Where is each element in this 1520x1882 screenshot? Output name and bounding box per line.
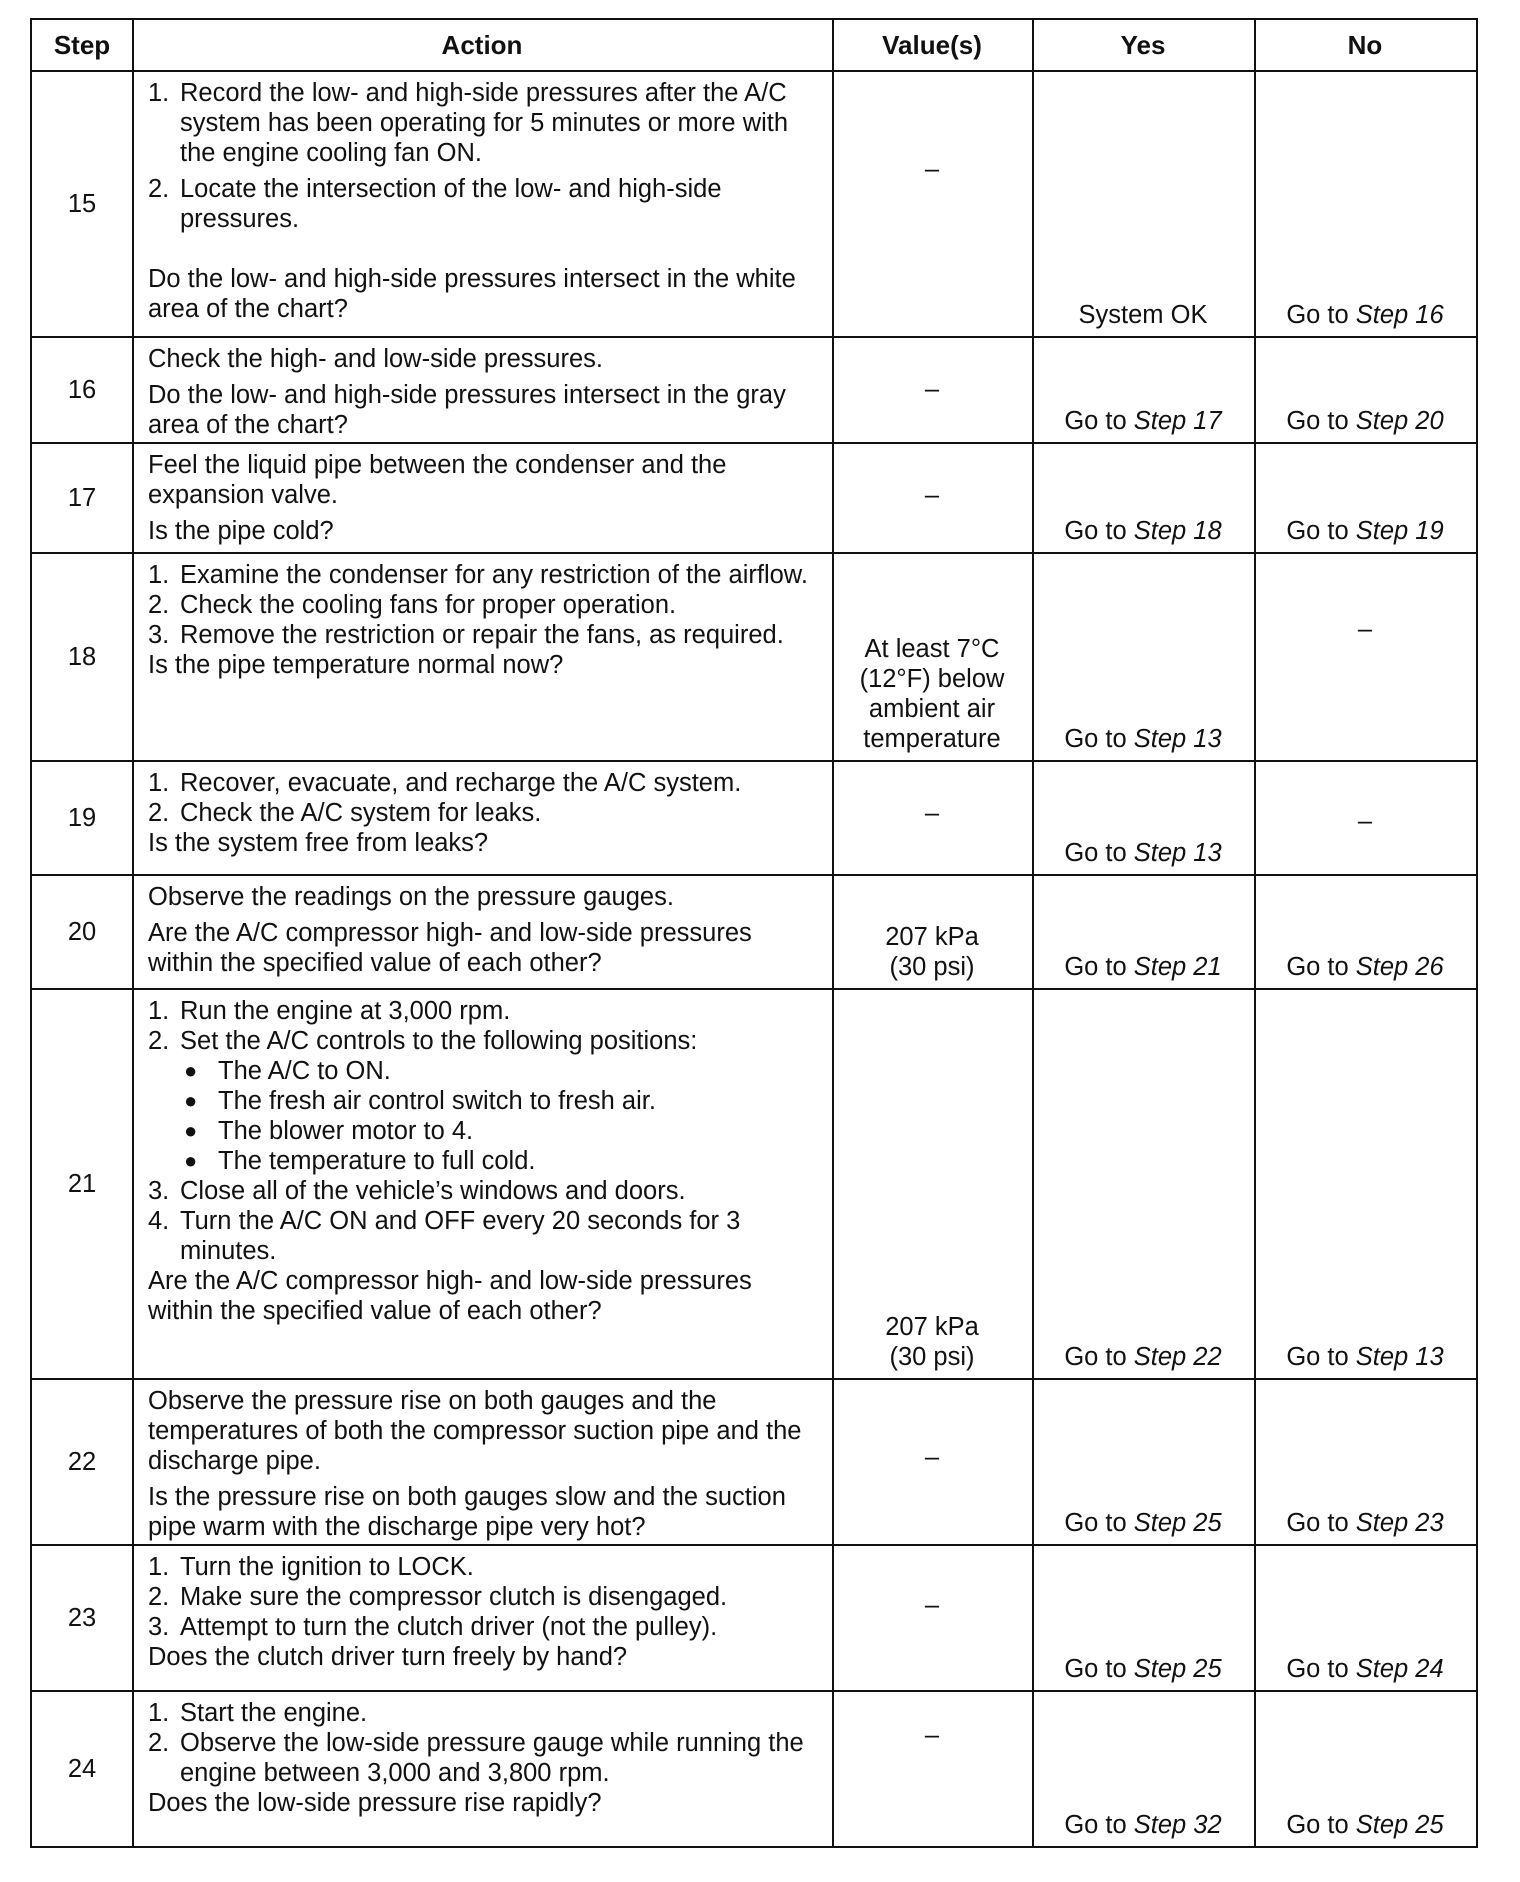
value-cell: –: [924, 481, 940, 509]
yes-cell: Go to Step 25: [1064, 1655, 1222, 1683]
question: Are the A/C compressor high- and low-side pressures within the specified value of each other?: [148, 919, 752, 977]
value-cell: 207 kPa (30 psi): [885, 923, 979, 981]
value-cell: 207 kPa (30 psi): [885, 1313, 979, 1371]
step-number: 15: [67, 190, 97, 218]
header-action: Action: [441, 29, 523, 60]
yes-cell: Go to Step 32: [1064, 1811, 1222, 1839]
table-row: [32, 554, 1476, 760]
value-cell: At least 7°C (12°F) below ambient air temperature: [859, 635, 1005, 753]
yes-cell: Go to Step 25: [1064, 1509, 1222, 1537]
yes-cell: Go to Step 18: [1064, 517, 1222, 545]
question: Does the low-side pressure rise rapidly?: [148, 1789, 602, 1817]
value-cell: –: [924, 1591, 940, 1619]
action-cell: Observe the pressure rise on both gauges and the temperatures of both the compressor suction pipe and the discharge pipe. Is the pressure rise on both gauges slow and the suction pipe warm with the discharge pipe very hot?: [132, 1380, 832, 1544]
value-cell: –: [924, 375, 940, 403]
header-no: No: [1347, 29, 1383, 60]
no-cell: –: [1357, 807, 1373, 835]
bullet-icon: ●: [184, 1058, 198, 1083]
header-step: Step: [53, 29, 111, 60]
no-cell: Go to Step 26: [1286, 953, 1444, 981]
table-row: [32, 876, 1476, 988]
yes-cell: System OK: [1078, 301, 1208, 329]
no-cell: Go to Step 19: [1286, 517, 1444, 545]
table-row: [32, 1380, 1476, 1544]
step-number: 18: [67, 643, 97, 671]
yes-cell: Go to Step 13: [1064, 839, 1222, 867]
action-cell: 1. Run the engine at 3,000 rpm. 2. Set the A/C controls to the following positions: ● The A/C to ON. ● The fresh air control switch to fresh air. ● The blower motor to 4. ● The temperature to full cold. 3. Close all of the vehicle’s windows and doors. 4. Turn the A/C ON and OFF every 20 seconds for 3 minutes. Are the A/C compressor high- and low-side pressures within the specified value of each other?: [132, 990, 832, 1378]
question: Do the low- and high-side pressures intersect in the gray area of the chart?: [148, 381, 786, 439]
table-row: [32, 444, 1476, 552]
question: Is the pipe temperature normal now?: [148, 651, 564, 679]
action-cell: 1. Record the low- and high-side pressures after the A/C system has been operating for 5 minutes or more with the engine cooling fan ON. 2. Locate the intersection of the low- and high-side pressures. Do the low- and high-side pressures intersect in the white area of the chart?: [132, 72, 832, 336]
table-row: [32, 990, 1476, 1378]
header-values: Value(s): [882, 29, 982, 60]
table-row: [32, 762, 1476, 874]
table-row: [32, 338, 1476, 442]
action-cell: 1. Start the engine. 2. Observe the low-side pressure gauge while running the engine between 3,000 and 3,800 rpm. Does the low-side pressure rise rapidly?: [132, 1692, 832, 1846]
table-row: [32, 1546, 1476, 1690]
step-number: 16: [67, 376, 97, 404]
table-row: [32, 72, 1476, 336]
bullet-icon: ●: [184, 1148, 198, 1173]
yes-cell: Go to Step 21: [1064, 953, 1222, 981]
yes-cell: Go to Step 13: [1064, 725, 1222, 753]
action-cell: 1. Recover, evacuate, and recharge the A/C system. 2. Check the A/C system for leaks. Is the system free from leaks?: [132, 762, 832, 874]
step-number: 22: [67, 1448, 97, 1476]
value-cell: –: [924, 1443, 940, 1471]
diagnostic-table: [30, 18, 1478, 1848]
yes-cell: Go to Step 17: [1064, 407, 1222, 435]
question: Is the pipe cold?: [148, 517, 334, 545]
bullet-icon: ●: [184, 1088, 198, 1113]
no-cell: Go to Step 16: [1286, 301, 1444, 329]
question: Is the pressure rise on both gauges slow and the suction pipe warm with the discharge pipe very hot?: [148, 1483, 786, 1541]
value-cell: –: [924, 1721, 940, 1749]
no-cell: Go to Step 25: [1286, 1811, 1444, 1839]
value-cell: –: [924, 799, 940, 827]
question: Is the system free from leaks?: [148, 829, 489, 857]
table-row: [32, 1692, 1476, 1846]
value-cell: –: [924, 155, 940, 183]
step-number: 23: [67, 1604, 97, 1632]
question: Does the clutch driver turn freely by hand?: [148, 1643, 628, 1671]
no-cell: –: [1357, 615, 1373, 643]
bullet-icon: ●: [184, 1118, 198, 1143]
action-cell: Check the high- and low-side pressures. Do the low- and high-side pressures intersect in the gray area of the chart?: [132, 338, 832, 442]
step-number: 24: [67, 1755, 97, 1783]
question: Are the A/C compressor high- and low-side pressures within the specified value of each other?: [148, 1267, 752, 1325]
step-number: 21: [67, 1170, 97, 1198]
action-cell: 1. Turn the ignition to LOCK. 2. Make sure the compressor clutch is disengaged. 3. Attempt to turn the clutch driver (not the pulley). Does the clutch driver turn freely by hand?: [132, 1546, 832, 1690]
yes-cell: Go to Step 22: [1064, 1343, 1222, 1371]
no-cell: Go to Step 13: [1286, 1343, 1444, 1371]
no-cell: Go to Step 23: [1286, 1509, 1444, 1537]
step-number: 19: [67, 804, 97, 832]
no-cell: Go to Step 24: [1286, 1655, 1444, 1683]
step-number: 20: [67, 918, 97, 946]
action-cell: 1. Examine the condenser for any restriction of the airflow. 2. Check the cooling fans for proper operation. 3. Remove the restriction or repair the fans, as required. Is the pipe temperature normal now?: [132, 554, 832, 760]
no-cell: Go to Step 20: [1286, 407, 1444, 435]
header-yes: Yes: [1120, 29, 1166, 60]
action-cell: Feel the liquid pipe between the condenser and the expansion valve. Is the pipe cold?: [132, 444, 832, 552]
question: Do the low- and high-side pressures intersect in the white area of the chart?: [148, 265, 796, 323]
step-number: 17: [67, 484, 97, 512]
action-cell: Observe the readings on the pressure gauges. Are the A/C compressor high- and low-side pressures within the specified value of each other?: [132, 876, 832, 988]
